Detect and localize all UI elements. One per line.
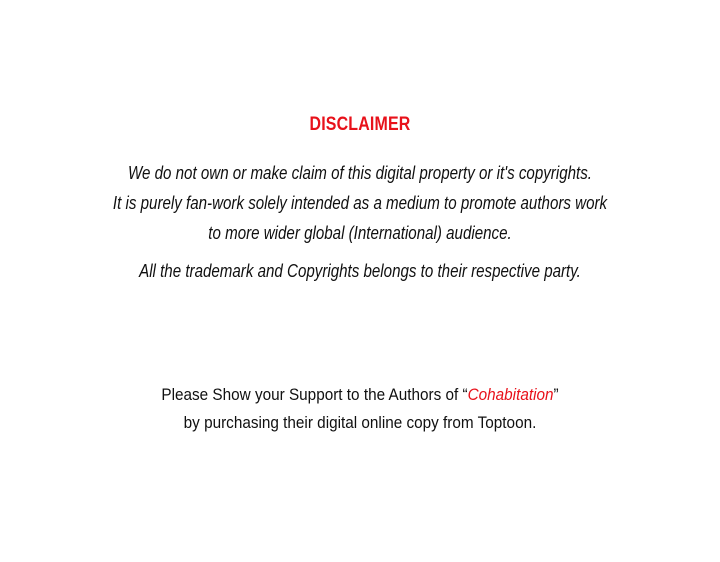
support-line-1-prefix: Please Show your Support to the Authors of “: [161, 385, 468, 404]
trademark-line: All the trademark and Copyrights belongs to their respective party.: [139, 261, 581, 281]
disclaimer-title: DISCLAIMER: [309, 114, 411, 135]
disclaimer-paragraph: [0, 158, 720, 248]
support-line-2: by purchasing their digital online copy from Toptoon.: [183, 413, 537, 432]
disclaimer-line-2: It is purely fan-work solely intended as a medium to promote authors work: [112, 193, 608, 213]
series-name: Cohabitation: [467, 385, 554, 404]
disclaimer-line-3: to more wider global (International) audience.: [208, 223, 512, 243]
support-line-1-suffix: ”: [553, 385, 559, 404]
support-message: [0, 381, 720, 437]
disclaimer-line-1: We do not own or make claim of this digital property or it's copyrights.: [128, 163, 592, 183]
support-line-1: [36, 381, 684, 409]
